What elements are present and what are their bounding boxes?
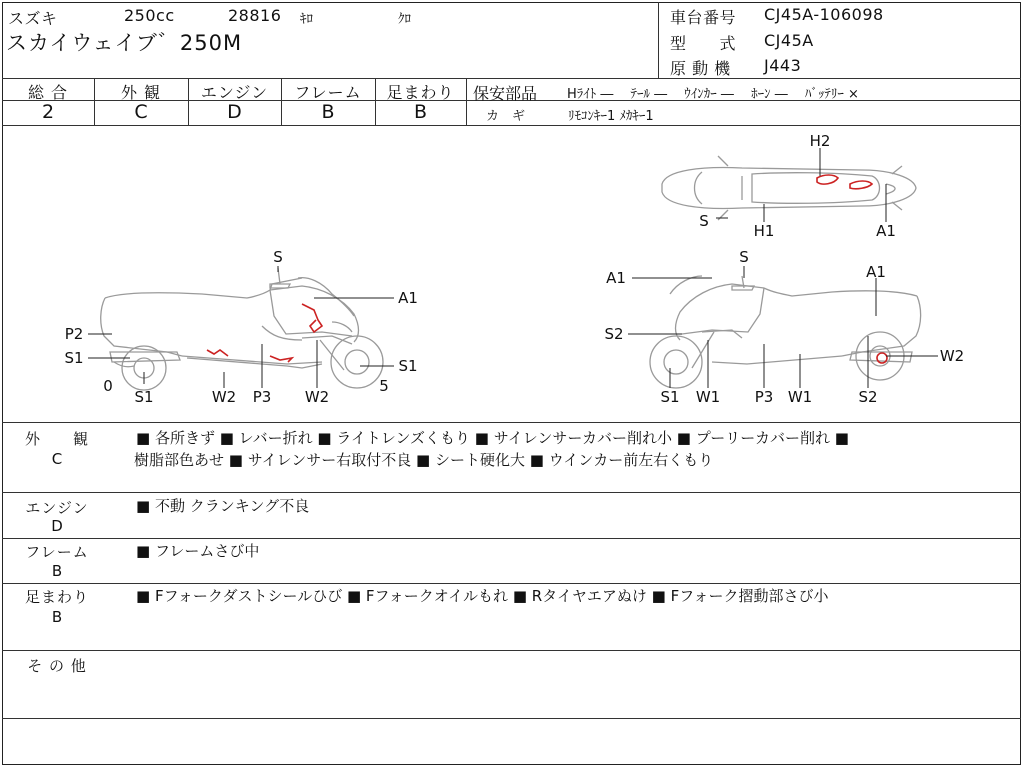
right-bike-outline [650, 276, 921, 388]
label-left-five: 5 [379, 377, 389, 395]
section-exterior-grade: C [51, 450, 63, 468]
frame-no: CJ45A-106098 [764, 5, 884, 24]
model-label: 型 式 [670, 34, 737, 53]
left-bike-outline [101, 268, 383, 390]
label-right-A1a: A1 [606, 269, 626, 287]
section-rule [2, 492, 1021, 493]
label-left-S1c: S1 [134, 388, 154, 406]
color: ｸﾛ [398, 12, 411, 27]
suspension-grade-label: 足まわり [386, 83, 455, 102]
header-divider [658, 2, 659, 78]
header-rule [2, 78, 1021, 79]
section-frame-grade: B [51, 562, 63, 580]
maker: スズキ [8, 9, 58, 28]
label-right-P3: P3 [754, 388, 774, 406]
label-right-W2: W2 [939, 347, 965, 365]
top-bike-outline [662, 156, 916, 220]
label-left-S1b: S1 [398, 357, 418, 375]
diagram-bottom-rule [2, 422, 1021, 423]
section-suspension-grade: B [51, 608, 63, 626]
label-right-A1b: A1 [866, 263, 886, 281]
section-rule [2, 583, 1021, 584]
section-rule [2, 538, 1021, 539]
section-engine-line1: ■ 不動 クランキング不良 [136, 497, 310, 515]
exterior-grade: C [134, 101, 148, 123]
engine-grade-label: エンジン [200, 83, 269, 102]
label-left-S: S [273, 248, 283, 266]
engine-grade: D [227, 101, 242, 123]
label-right-S1: S1 [660, 388, 680, 406]
section-engine-grade: D [51, 517, 63, 535]
label-top-H1: H1 [753, 222, 775, 240]
frame-grade: B [321, 101, 335, 123]
leader-lines [88, 148, 938, 388]
frame-no-label: 車台番号 [670, 8, 737, 27]
damage-diagram [2, 126, 1021, 422]
safety-items: Hﾗｲﾄ ― ﾃｰﾙ ― ｳｲﾝｶｰ ― ﾎｰﾝ ― ﾊﾞｯﾃﾘｰ × [567, 87, 859, 102]
label-left-S1a: S1 [64, 349, 84, 367]
section-suspension-line1: ■ Fフォークダストシールひび ■ Fフォークオイルもれ ■ Rタイヤエアぬけ ■ Fフォーク摺動部さび小 [136, 587, 829, 605]
mileage: 28816 [228, 6, 282, 25]
label-right-S2b: S2 [858, 388, 878, 406]
label-right-S: S [739, 248, 749, 266]
frame-grade-label: フレーム [294, 83, 362, 102]
label-left-W2a: W2 [211, 388, 237, 406]
label-top-A1: A1 [876, 222, 896, 240]
label-right-W1a: W1 [695, 388, 721, 406]
model-code: CJ45A [764, 31, 814, 50]
label-top-H2: H2 [809, 132, 831, 150]
key-value: ﾘﾓｺﾝｷｰ1 ﾒｶｷｰ1 [568, 109, 654, 124]
label-right-S2a: S2 [604, 325, 624, 343]
section-exterior-line2: 樹脂部色あせ ■ サイレンサー右取付不良 ■ シート硬化大 ■ ウインカー前左右くもり [134, 451, 714, 469]
displacement: 250cc [124, 6, 175, 25]
engine-code: J443 [764, 56, 802, 75]
label-left-P2: P2 [64, 325, 84, 343]
label-left-zero: 0 [103, 377, 113, 395]
label-right-W1b: W1 [787, 388, 813, 406]
section-suspension-title: 足まわり [24, 588, 89, 606]
section-other-title: そ の 他 [27, 657, 87, 675]
safety-label: 保安部品 [473, 84, 538, 103]
label-top-S: S [699, 212, 709, 230]
section-exterior-title: 外 観 [24, 430, 89, 448]
key-label: カ ギ [486, 109, 526, 124]
model-name: スカイウェイブ゛250M [6, 31, 243, 55]
section-exterior-line1: ■ 各所きず ■ レバー折れ ■ ライトレンズくもり ■ サイレンサーカバー削れ小 ■ プーリーカバー削れ ■ [136, 429, 849, 447]
exterior-label: 外 観 [120, 83, 162, 102]
section-engine-title: エンジン [25, 499, 89, 517]
section-rule [2, 650, 1021, 651]
section-frame-line1: ■ フレームさび中 [136, 542, 260, 560]
label-left-W2b: W2 [304, 388, 330, 406]
engine-label: 原 動 機 [670, 59, 731, 78]
overall-grade: 2 [41, 101, 55, 123]
label-left-A1: A1 [398, 289, 418, 307]
suspension-grade: B [413, 101, 428, 123]
grade-divider [466, 78, 467, 125]
overall-label: 総 合 [27, 83, 69, 102]
section-frame-title: フレーム [25, 543, 89, 561]
mileage-unit: ｷﾛ [300, 12, 313, 27]
section-rule [2, 718, 1021, 719]
label-left-P3: P3 [252, 388, 272, 406]
